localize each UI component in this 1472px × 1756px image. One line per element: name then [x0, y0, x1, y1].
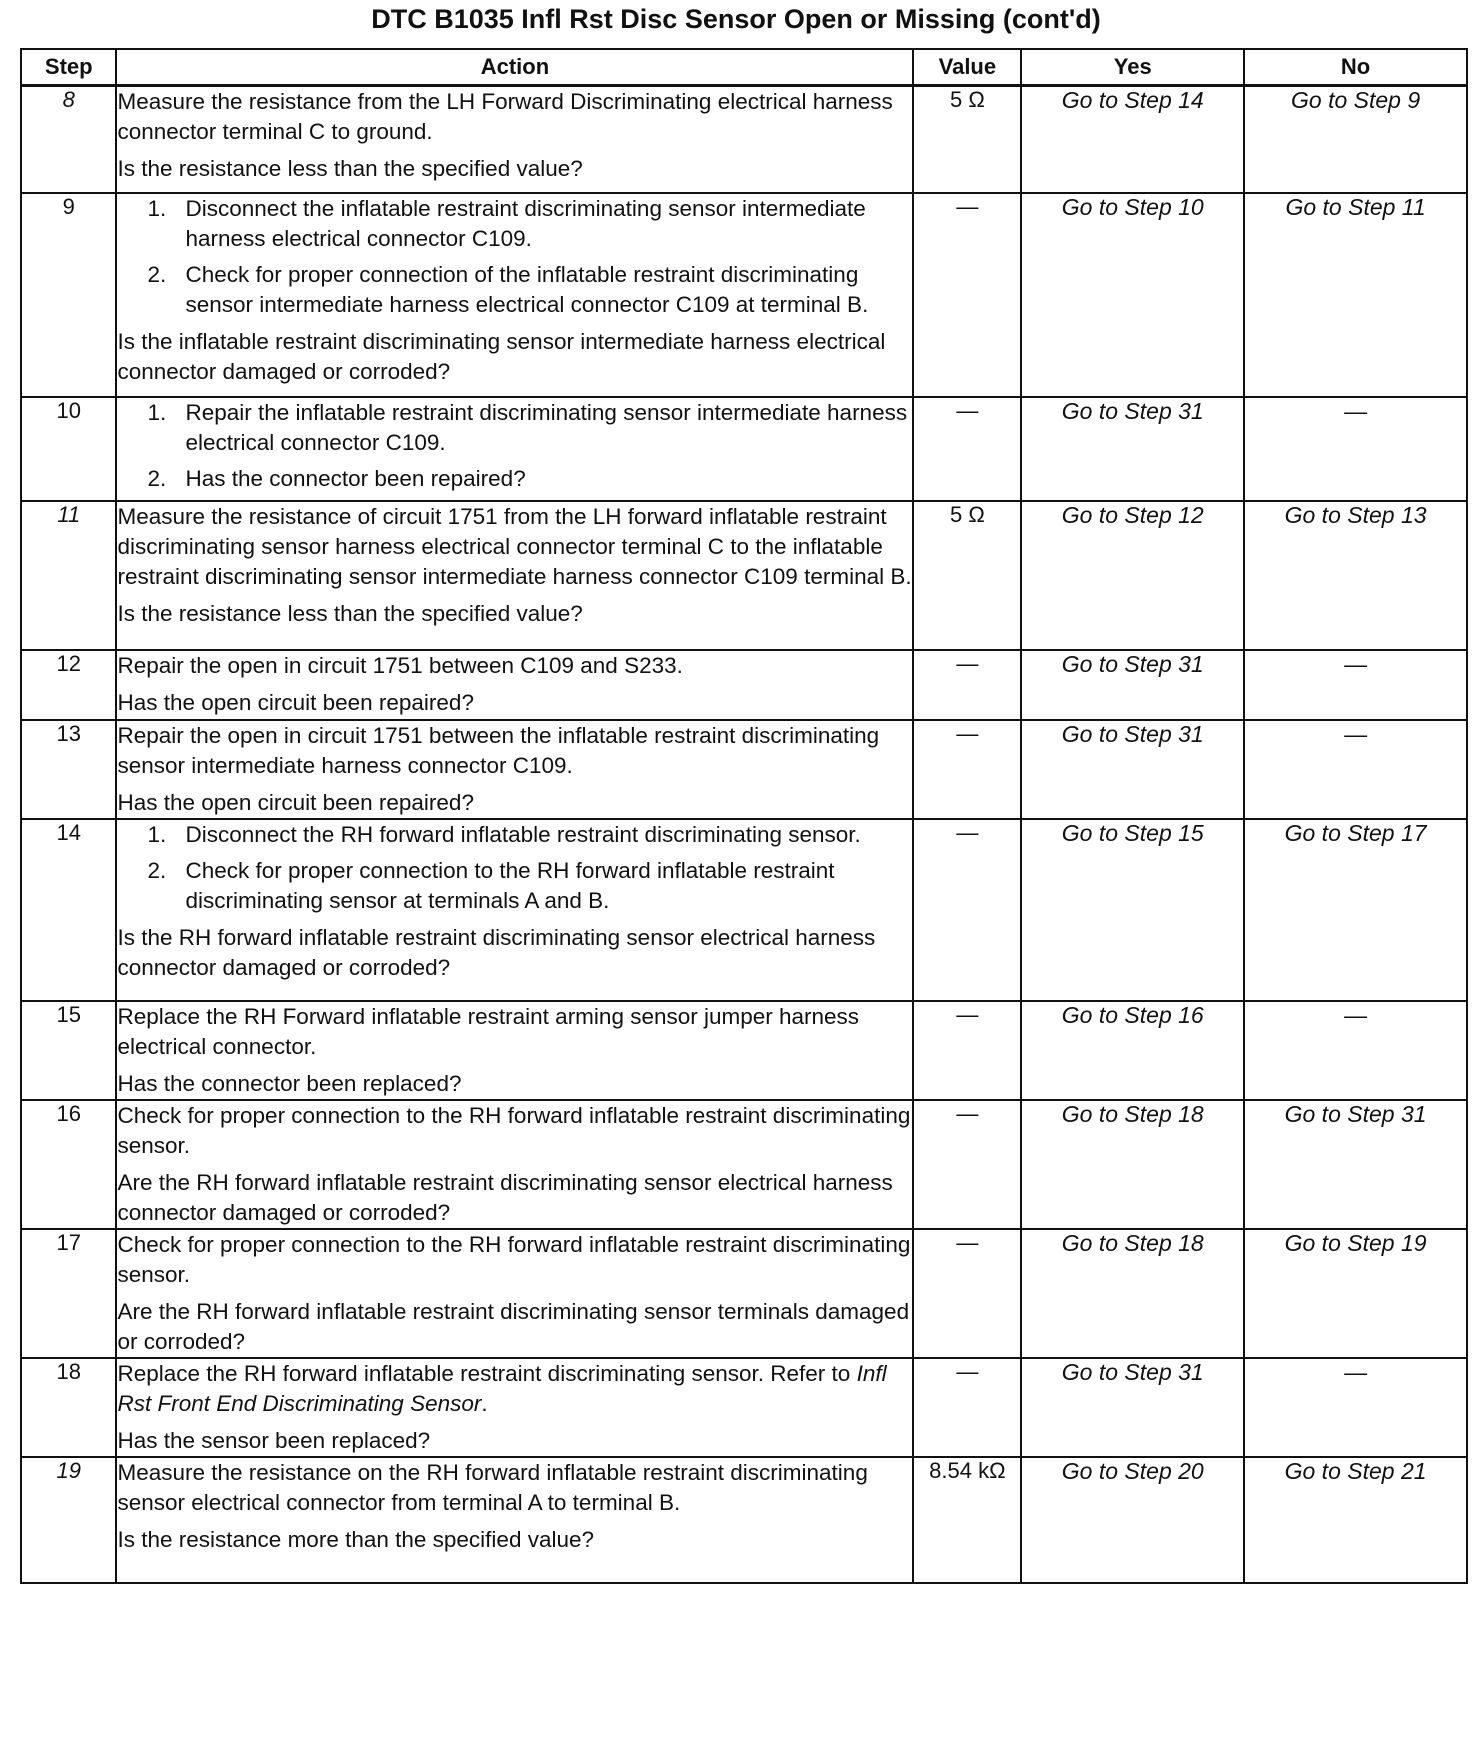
action-step-text: Check for proper connection of the inflatable restraint discriminating sensor intermediate harness electrical connector C109 at terminal B. [185, 261, 869, 317]
action-steps-list [117, 194, 912, 320]
action-step-number: 2. [147, 465, 167, 491]
no-action: Go to Step 19 [1244, 1229, 1467, 1358]
action-cell [116, 650, 913, 720]
action-cell [116, 86, 913, 193]
step-number: 11 [21, 501, 116, 650]
no-action: Go to Step 31 [1244, 1100, 1467, 1229]
table-row [21, 1229, 1467, 1358]
table-row [21, 1358, 1467, 1457]
diagnostic-table [20, 48, 1468, 1584]
header-yes: Yes [1021, 49, 1244, 86]
spec-value: — [913, 720, 1021, 819]
spec-value: 5 Ω [913, 501, 1021, 650]
step-number: 12 [21, 650, 116, 720]
action-step-item [117, 464, 912, 494]
action-instruction [117, 1359, 912, 1419]
header-value: Value [913, 49, 1021, 86]
action-instruction: Measure the resistance from the LH Forward Discriminating electrical harness connector terminal C to ground. [117, 89, 893, 144]
action-question: Are the RH forward inflatable restraint discriminating sensor electrical harness connector damaged or corroded? [117, 1169, 893, 1225]
instruction-text: . [481, 1390, 488, 1416]
yes-action: Go to Step 18 [1021, 1100, 1244, 1229]
yes-action: Go to Step 20 [1021, 1457, 1244, 1583]
action-steps-list [117, 820, 912, 916]
spec-value: — [913, 1358, 1021, 1457]
yes-action: Go to Step 15 [1021, 819, 1244, 1001]
table-row [21, 1001, 1467, 1100]
header-row [21, 49, 1467, 86]
yes-action: Go to Step 14 [1021, 86, 1244, 193]
reference-title: Infl Rst Front End Discriminating Sensor [117, 1360, 887, 1416]
action-instruction: Repair the open in circuit 1751 between C109 and S233. [117, 652, 683, 678]
action-cell [116, 1229, 913, 1358]
table-row [21, 193, 1467, 397]
action-step-item [117, 194, 912, 254]
header-no: No [1244, 49, 1467, 86]
action-question: Is the inflatable restraint discriminating sensor intermediate harness electrical connector damaged or corroded? [117, 328, 886, 384]
action-step-number: 1. [147, 195, 167, 221]
action-step-number: 1. [147, 821, 167, 847]
table-body [21, 86, 1467, 1583]
action-question: Has the connector been replaced? [117, 1070, 462, 1096]
action-cell [116, 720, 913, 819]
action-cell [116, 1100, 913, 1229]
action-step-number: 2. [147, 857, 167, 883]
action-step-number: 2. [147, 261, 167, 287]
action-steps-list [117, 398, 912, 494]
action-step-item [117, 398, 912, 458]
spec-value: — [913, 819, 1021, 1001]
spec-value: — [913, 1100, 1021, 1229]
yes-action: Go to Step 12 [1021, 501, 1244, 650]
no-action: — [1244, 1001, 1467, 1100]
yes-action: Go to Step 31 [1021, 397, 1244, 501]
action-instruction: Repair the open in circuit 1751 between the inflatable restraint discriminating sensor intermediate harness connector C109. [117, 722, 880, 778]
spec-value: — [913, 1001, 1021, 1100]
action-instruction: Measure the resistance on the RH forward inflatable restraint discriminating sensor electrical connector from terminal A to terminal B. [117, 1459, 868, 1515]
no-action: Go to Step 21 [1244, 1457, 1467, 1583]
table-row [21, 1100, 1467, 1229]
table-row [21, 819, 1467, 1001]
action-step-text: Check for proper connection to the RH forward inflatable restraint discriminating sensor at terminals A and B. [185, 857, 835, 913]
spec-value: — [913, 1229, 1021, 1358]
action-instruction: Replace the RH Forward inflatable restraint arming sensor jumper harness electrical connector. [117, 1003, 860, 1059]
step-number: 10 [21, 397, 116, 501]
no-action: — [1244, 397, 1467, 501]
action-question: Has the sensor been replaced? [117, 1427, 431, 1453]
step-number: 14 [21, 819, 116, 1001]
step-number: 18 [21, 1358, 116, 1457]
no-action: — [1244, 1358, 1467, 1457]
action-step-text: Repair the inflatable restraint discriminating sensor intermediate harness electrical connector C109. [185, 399, 908, 455]
page-title: DTC B1035 Infl Rst Disc Sensor Open or Missing (cont'd) [371, 4, 1101, 34]
action-question: Has the open circuit been repaired? [117, 689, 474, 715]
action-question: Is the resistance less than the specified value? [117, 600, 583, 626]
step-number: 9 [21, 193, 116, 397]
spec-value: — [913, 193, 1021, 397]
step-number: 16 [21, 1100, 116, 1229]
no-action: — [1244, 720, 1467, 819]
action-step-text: Has the connector been repaired? [185, 465, 526, 491]
table-row [21, 501, 1467, 650]
instruction-text: Replace the RH forward inflatable restraint discriminating sensor. Refer to [117, 1360, 857, 1386]
yes-action: Go to Step 31 [1021, 1358, 1244, 1457]
action-cell [116, 1457, 913, 1583]
header-step: Step [21, 49, 116, 86]
step-number: 15 [21, 1001, 116, 1100]
spec-value: — [913, 397, 1021, 501]
table-row [21, 1457, 1467, 1583]
table-row [21, 650, 1467, 720]
action-step-number: 1. [147, 399, 167, 425]
action-step-item [117, 820, 912, 850]
yes-action: Go to Step 10 [1021, 193, 1244, 397]
action-question: Is the resistance more than the specified value? [117, 1526, 595, 1552]
table-row [21, 86, 1467, 193]
no-action: Go to Step 9 [1244, 86, 1467, 193]
table-row [21, 397, 1467, 501]
action-cell [116, 501, 913, 650]
no-action: Go to Step 17 [1244, 819, 1467, 1001]
spec-value: 5 Ω [913, 86, 1021, 193]
step-number: 17 [21, 1229, 116, 1358]
action-cell [116, 397, 913, 501]
no-action: Go to Step 11 [1244, 193, 1467, 397]
yes-action: Go to Step 31 [1021, 650, 1244, 720]
table-row [21, 720, 1467, 819]
action-cell [116, 1358, 913, 1457]
action-instruction: Measure the resistance of circuit 1751 from the LH forward inflatable restraint discriminating sensor harness electrical connector terminal C to the inflatable restraint discriminating sensor intermediate harness connector C109 terminal B. [117, 503, 912, 589]
yes-action: Go to Step 31 [1021, 720, 1244, 819]
action-question: Is the RH forward inflatable restraint discriminating sensor electrical harness connector damaged or corroded? [117, 924, 876, 980]
spec-value: 8.54 kΩ [913, 1457, 1021, 1583]
action-step-item [117, 856, 912, 916]
yes-action: Go to Step 18 [1021, 1229, 1244, 1358]
step-number: 19 [21, 1457, 116, 1583]
action-step-text: Disconnect the RH forward inflatable restraint discriminating sensor. [185, 821, 861, 847]
step-number: 13 [21, 720, 116, 819]
action-instruction: Check for proper connection to the RH forward inflatable restraint discriminating sensor. [117, 1231, 911, 1287]
action-cell [116, 1001, 913, 1100]
no-action: Go to Step 13 [1244, 501, 1467, 650]
action-cell [116, 193, 913, 397]
action-question: Are the RH forward inflatable restraint discriminating sensor terminals damaged or corroded? [117, 1298, 910, 1354]
no-action: — [1244, 650, 1467, 720]
action-question: Has the open circuit been repaired? [117, 789, 474, 815]
spec-value: — [913, 650, 1021, 720]
step-number: 8 [21, 86, 116, 193]
yes-action: Go to Step 16 [1021, 1001, 1244, 1100]
action-step-text: Disconnect the inflatable restraint discriminating sensor intermediate harness electrical connector C109. [185, 195, 866, 251]
header-action: Action [116, 49, 913, 86]
action-cell [116, 819, 913, 1001]
action-step-item [117, 260, 912, 320]
action-question: Is the resistance less than the specified value? [117, 156, 583, 181]
action-instruction: Check for proper connection to the RH forward inflatable restraint discriminating sensor. [117, 1102, 911, 1158]
